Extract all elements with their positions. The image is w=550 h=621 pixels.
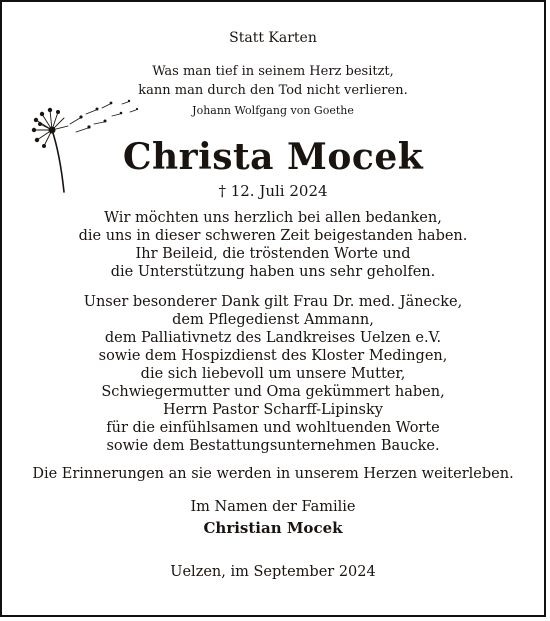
paragraph2-line: Herrn Pastor Scharff-Lipinsky <box>163 402 383 418</box>
place-date: Uelzen, im September 2024 <box>170 564 376 580</box>
paragraph2-line: für die einfühlsamen und wohltuenden Worte <box>106 420 440 436</box>
paragraph1-line: die Unterstützung haben uns sehr geholfen. <box>110 264 436 280</box>
quote-line-2: kann man durch den Tod nicht verlieren. <box>138 83 408 98</box>
death-date: † 12. Juli 2024 <box>218 182 328 200</box>
paragraph2-line: Schwiegermutter und Oma gekümmert haben, <box>101 384 445 400</box>
deceased-name: Christa Mocek <box>122 136 424 178</box>
paragraph2-line: sowie dem Hospizdienst des Kloster Medingen, <box>98 348 448 364</box>
paragraph2-line: Unser besonderer Dank gilt Frau Dr. med. Jänecke, <box>83 294 463 310</box>
paragraph2-line: dem Pflegedienst Ammann, <box>172 312 374 328</box>
header-text: Statt Karten <box>229 30 317 46</box>
paragraph2-line: sowie dem Bestattungsunternehmen Baucke. <box>106 438 440 454</box>
quote-line-1: Was man tief in seinem Herz besitzt, <box>152 64 394 79</box>
paragraph1-line: Ihr Beileid, die tröstenden Worte und <box>135 246 411 262</box>
closing-text: Die Erinnerungen an sie werden in unserem Herzen weiterleben. <box>32 466 514 482</box>
paragraph2-line: dem Palliativnetz des Landkreises Uelzen e.V. <box>104 330 442 346</box>
paragraph1-line: die uns in dieser schweren Zeit beigestanden haben. <box>78 228 468 244</box>
signature-name: Christian Mocek <box>203 519 343 537</box>
quote-author: Johann Wolfgang von Goethe <box>192 104 354 117</box>
paragraph1-line: Wir möchten uns herzlich bei allen bedanken, <box>104 210 442 226</box>
paragraph2-line: die sich liebevoll um unsere Mutter, <box>140 366 406 382</box>
signature-intro: Im Namen der Familie <box>190 499 356 515</box>
